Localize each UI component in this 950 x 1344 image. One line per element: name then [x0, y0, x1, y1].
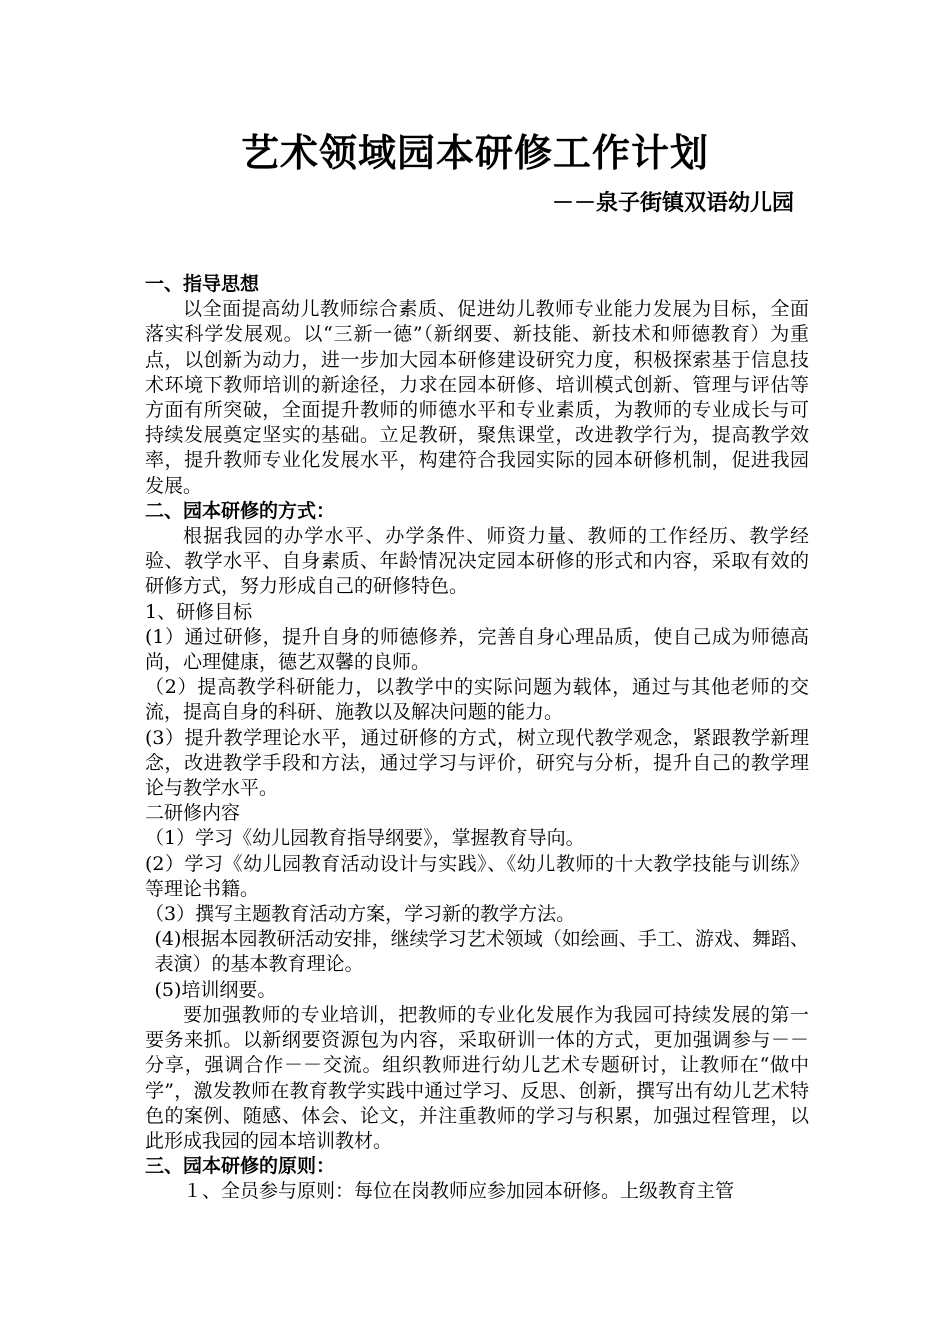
content-item-3: （3）撰写主题教育活动方案，学习新的教学方法。: [145, 903, 576, 926]
content-item-5: (5)培训纲要。: [154, 978, 277, 1001]
goal-item-3: (3）提升教学理论水平，通过研修的方式，树立现代教学观念，紧跟教学新理念，改进教学手段和方法，通过学习与评价，研究与分析，提升自己的教学理论与教学水平。: [145, 726, 809, 800]
content-item-2: (2）学习《幼儿园教育活动设计与实践》、《幼儿教师的十大教学技能与训练》等理论书籍。: [145, 852, 809, 900]
paragraph-principle-1: １、全员参与原则：每位在岗教师应参加园本研修。上级教育主管: [183, 1180, 735, 1203]
goal-item-1: (1）通过研修，提升自身的师德修养，完善自身心理品质，使自己成为师德高尚，心理健康，德艺双馨的良师。: [145, 625, 809, 674]
section-heading-training-method: 二、园本研修的方式：: [145, 499, 336, 522]
section-heading-principles: 三、园本研修的原则：: [145, 1155, 336, 1178]
document-title: 艺术领域园本研修工作计划: [240, 131, 709, 175]
content-item-1: （1）学习《幼儿园教育指导纲要》，掌握教育导向。: [145, 827, 585, 850]
document-body: [145, 272, 809, 1205]
document-subtitle: －－泉子街镇双语幼儿园: [551, 191, 794, 216]
paragraph-training-method: 根据我园的办学水平、办学条件、师资力量、教师的工作经历、教学经验、教学水平、自身素质、年龄情况决定园本研修的形式和内容，采取有效的研修方式，努力形成自己的研修特色。: [145, 525, 809, 598]
goal-item-2: （2）提高教学科研能力，以教学中的实际问题为载体，通过与其他老师的交流，提高自身的科研、施教以及解决问题的能力。: [145, 676, 809, 724]
section-heading-guiding-ideology: 一、指导思想: [145, 273, 260, 295]
content-item-4: (4)根据本园教研活动安排，继续学习艺术领域（如绘画、手工、游戏、舞蹈、表演）的基本教育理论。: [154, 928, 809, 976]
subheading-training-goals: 1、研修目标: [145, 600, 253, 623]
subheading-training-content: 二研修内容: [145, 802, 241, 825]
paragraph-training-content: 要加强教师的专业培训，把教师的专业化发展作为我园可持续发展的第一要务来抓。以新纲要资源包为内容，采取研训一体的方式，更加强调参与－－分享，强调合作－－交流。组织教师进行幼儿艺术专题研讨，让教师在“做中学”，激发教师在教育教学实践中通过学习、反思、创新，撰写出有幼儿艺术特色的案例、随感、体会、论文，并注重教师的学习与积累，加强过程管理，以此形成我园的园本培训教材。: [145, 1003, 809, 1152]
paragraph-guiding-ideology: 以全面提高幼儿教师综合素质、促进幼儿教师专业能力发展为目标，全面落实科学发展观。以“三新一德”（新纲要、新技能、新技术和师德教育）为重点，以创新为动力，进一步加大园本研修建设研究力度，积极探索基于信息技术环境下教师培训的新途径，力求在园本研修、培训模式创新、管理与评估等方面有所突破，全面提升教师的师德水平和专业素质，为教师的专业成长与可持续发展奠定坚实的基础。立足教研，聚焦课堂，改进教学行为，提高教学效率，提升教师专业化发展水平，构建符合我园实际的园本研修机制，促进我园发展。: [145, 298, 809, 497]
